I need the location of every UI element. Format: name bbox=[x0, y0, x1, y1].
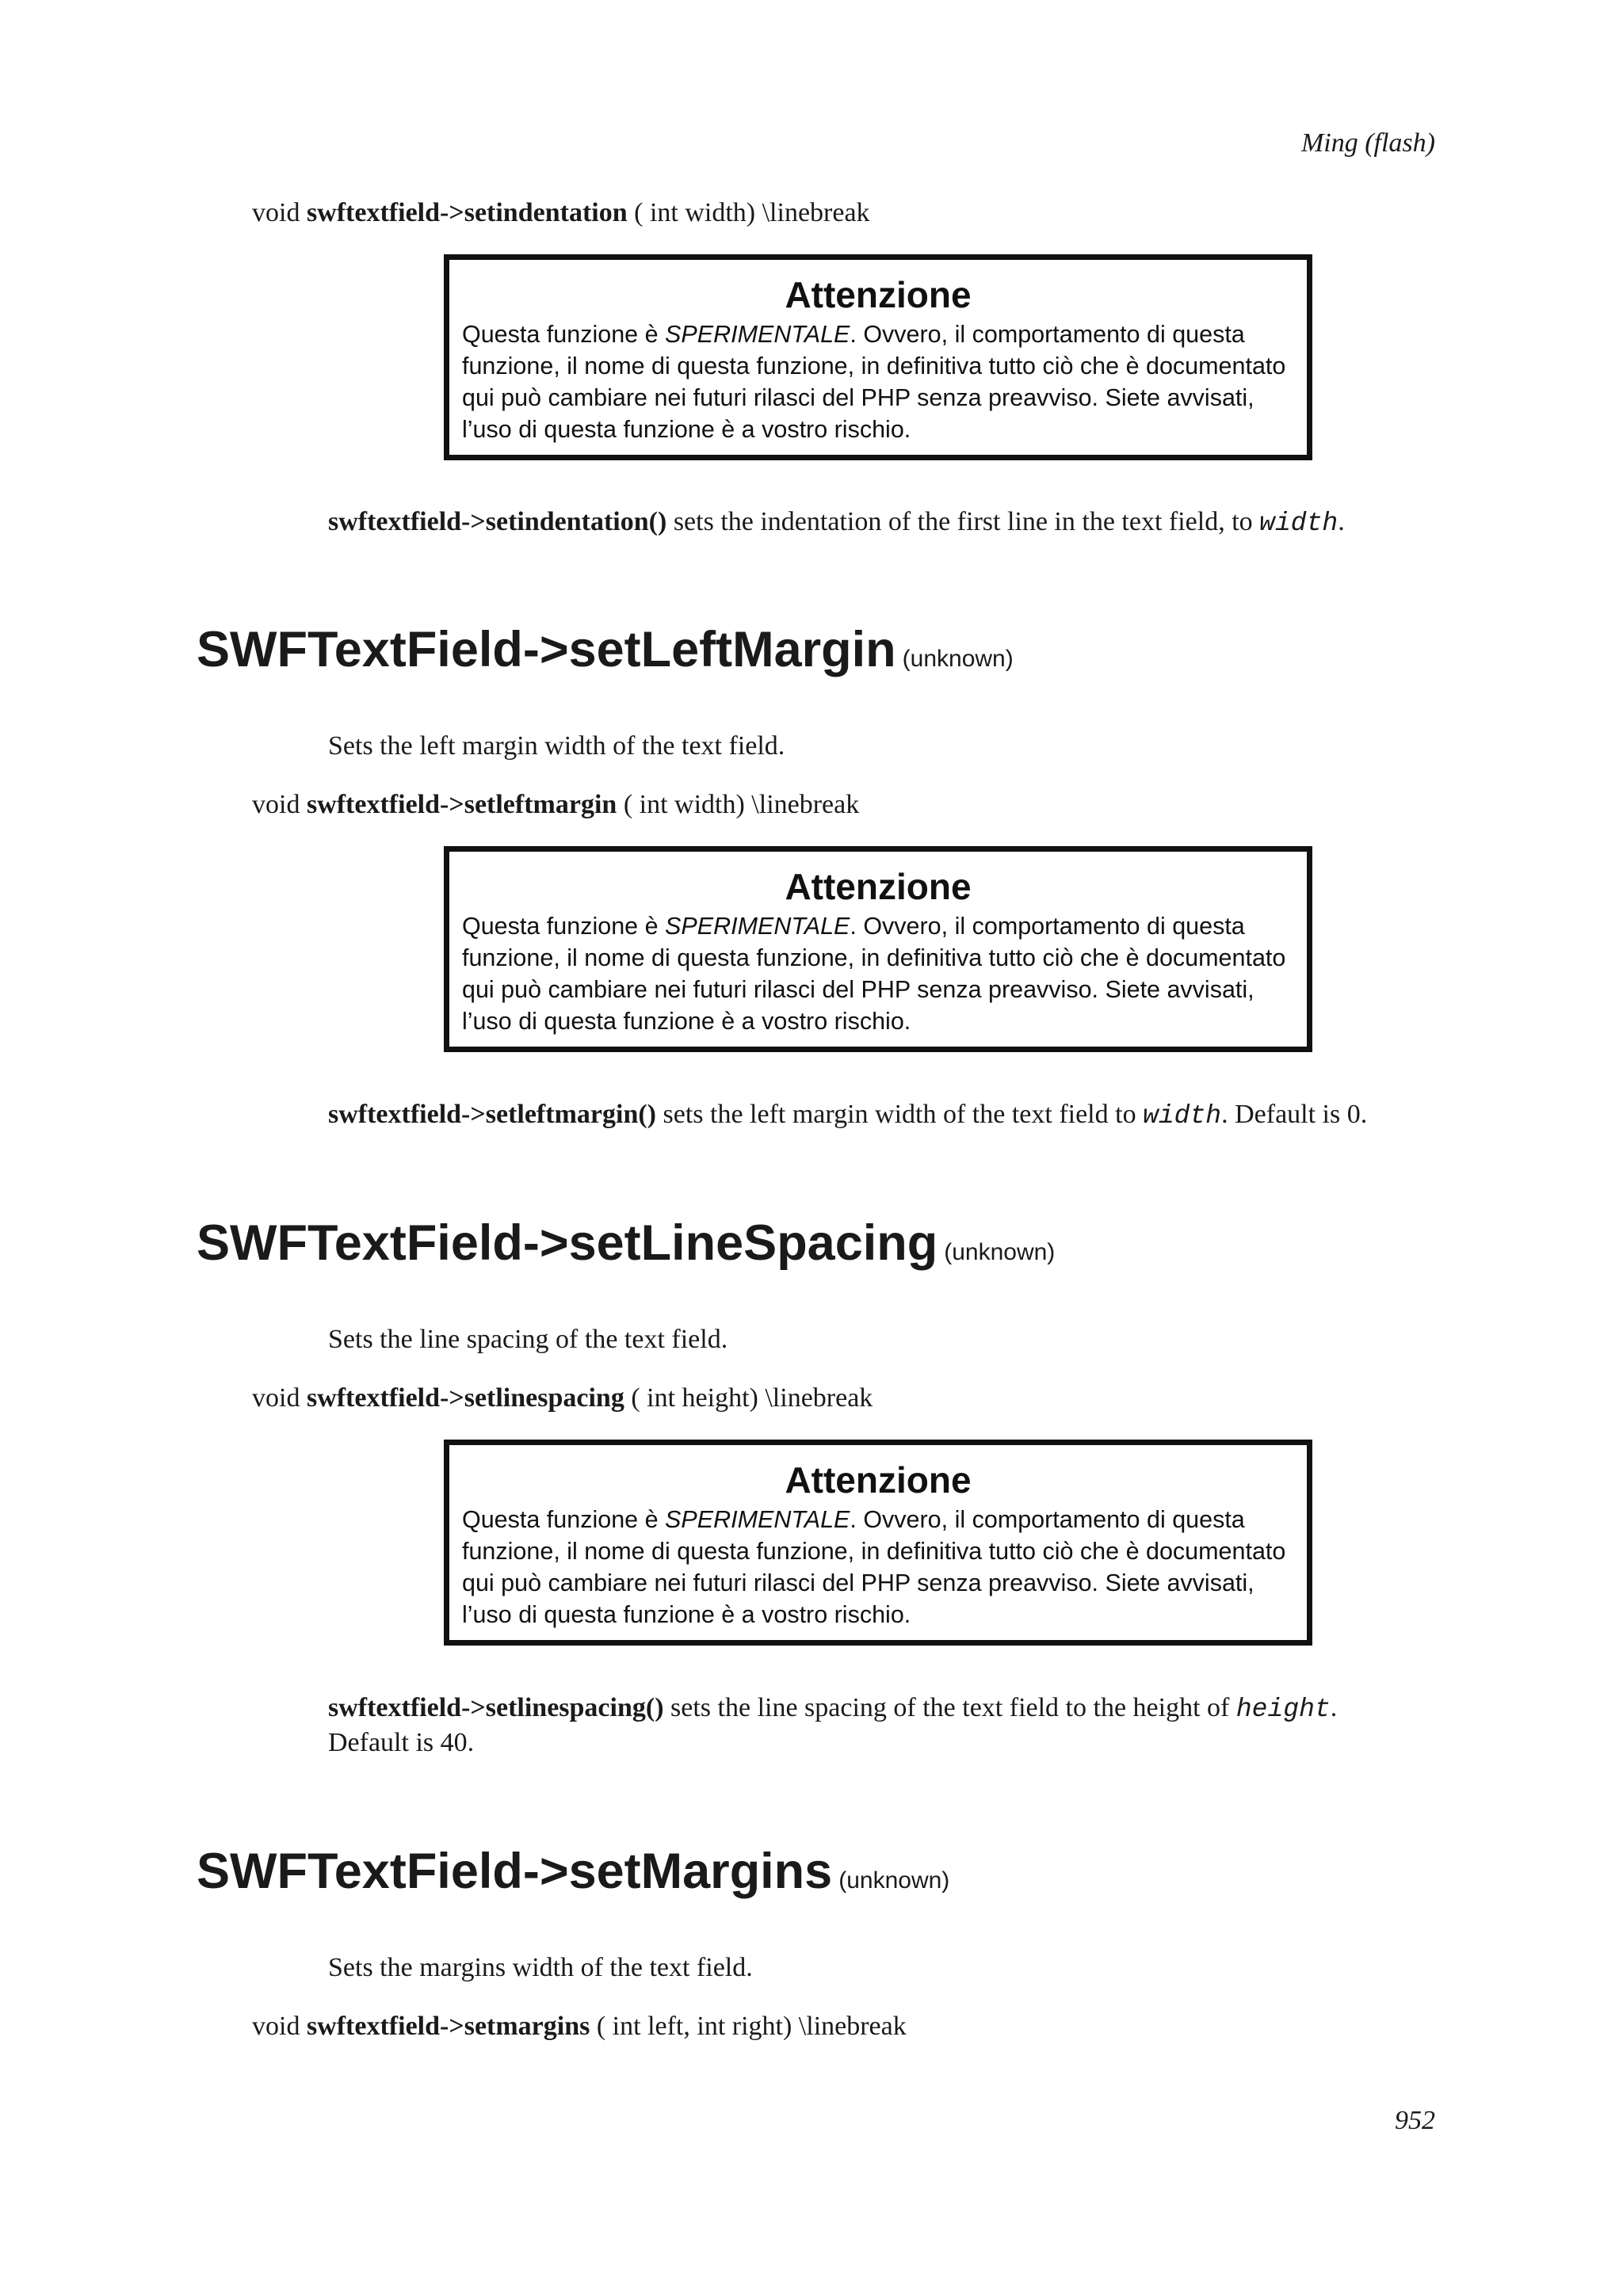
function-description: swftextfield->setindentation() sets the indentation of the first line in the text field, to width. bbox=[328, 507, 1345, 538]
version-info: (unknown) bbox=[838, 1867, 950, 1894]
warning-text: Questa funzione è SPERIMENTALE. Ovvero, il comportamento di questa funzione, il nome di questa funzione, in definitiva tutto ciò che è documentato qui può cambiare nei futuri rilasci del PHP senza preavviso. Siete avvisati, l’uso di questa funzione è a vostro rischio. bbox=[462, 1506, 1286, 1628]
warning-box bbox=[444, 846, 1312, 1052]
section-title: SWFTextField->setLineSpacing bbox=[197, 1215, 938, 1271]
return-type: void bbox=[252, 790, 307, 819]
function-description: swftextfield->setleftmargin() sets the left margin width of the text field to width. Default is 0. bbox=[328, 1100, 1368, 1131]
section-heading bbox=[197, 1215, 1055, 1272]
section-heading bbox=[197, 621, 1014, 678]
page-number: 952 bbox=[1395, 2106, 1435, 2135]
warning-title: Attenzione bbox=[785, 866, 972, 907]
function-synopsis bbox=[252, 1383, 873, 1413]
parameter: width bbox=[1259, 509, 1338, 538]
return-type: void bbox=[252, 2012, 307, 2041]
function-ref: swftextfield->setindentation() bbox=[328, 507, 667, 536]
warning-text: Questa funzione è SPERIMENTALE. Ovvero, il comportamento di questa funzione, il nome di questa funzione, in definitiva tutto ciò che è documentato qui può cambiare nei futuri rilasci del PHP senza preavviso. Siete avvisati, l’uso di questa funzione è a vostro rischio. bbox=[462, 321, 1286, 443]
parameter: height bbox=[1235, 1695, 1331, 1724]
running-header: Ming (flash) bbox=[1300, 128, 1435, 158]
function-purpose: Sets the margins width of the text field. bbox=[328, 1953, 753, 1982]
function-purpose: Sets the left margin width of the text field. bbox=[328, 731, 785, 761]
warning-title: Attenzione bbox=[785, 274, 972, 315]
warning-text: Questa funzione è SPERIMENTALE. Ovvero, il comportamento di questa funzione, il nome di questa funzione, in definitiva tutto ciò che è documentato qui può cambiare nei futuri rilasci del PHP senza preavviso. Siete avvisati, l’uso di questa funzione è a vostro rischio. bbox=[462, 913, 1286, 1035]
function-purpose: Sets the line spacing of the text field. bbox=[328, 1325, 728, 1354]
function-synopsis bbox=[252, 198, 870, 228]
warning-box bbox=[444, 1440, 1312, 1646]
function-ref: swftextfield->setleftmargin() bbox=[328, 1100, 656, 1129]
section-title: SWFTextField->setLeftMargin bbox=[197, 622, 896, 677]
function-synopsis bbox=[252, 790, 859, 820]
function-ref: swftextfield->setlinespacing() bbox=[328, 1693, 664, 1722]
version-info: (unknown) bbox=[944, 1239, 1056, 1265]
function-name: swftextfield->setlinespacing bbox=[306, 1383, 624, 1413]
version-info: (unknown) bbox=[902, 646, 1014, 672]
function-name: swftextfield->setindentation bbox=[306, 198, 628, 227]
function-name: swftextfield->setleftmargin bbox=[306, 790, 617, 819]
function-args: ( int height) \linebreak bbox=[624, 1383, 873, 1413]
function-synopsis bbox=[252, 2012, 907, 2042]
function-args: ( int left, int right) \linebreak bbox=[590, 2012, 907, 2041]
function-args: ( int width) \linebreak bbox=[617, 790, 860, 819]
section-heading bbox=[197, 1843, 949, 1900]
section-title: SWFTextField->setMargins bbox=[197, 1844, 833, 1899]
description-continuation: Default is 40. bbox=[328, 1728, 475, 1757]
warning-title: Attenzione bbox=[785, 1459, 972, 1501]
function-description: swftextfield->setlinespacing() sets the line spacing of the text field to the height of height. bbox=[328, 1693, 1338, 1724]
return-type: void bbox=[252, 1383, 307, 1413]
return-type: void bbox=[252, 198, 307, 227]
warning-box bbox=[444, 254, 1312, 460]
parameter: width bbox=[1143, 1101, 1222, 1131]
function-name: swftextfield->setmargins bbox=[306, 2012, 590, 2041]
function-args: ( int width) \linebreak bbox=[627, 198, 870, 227]
